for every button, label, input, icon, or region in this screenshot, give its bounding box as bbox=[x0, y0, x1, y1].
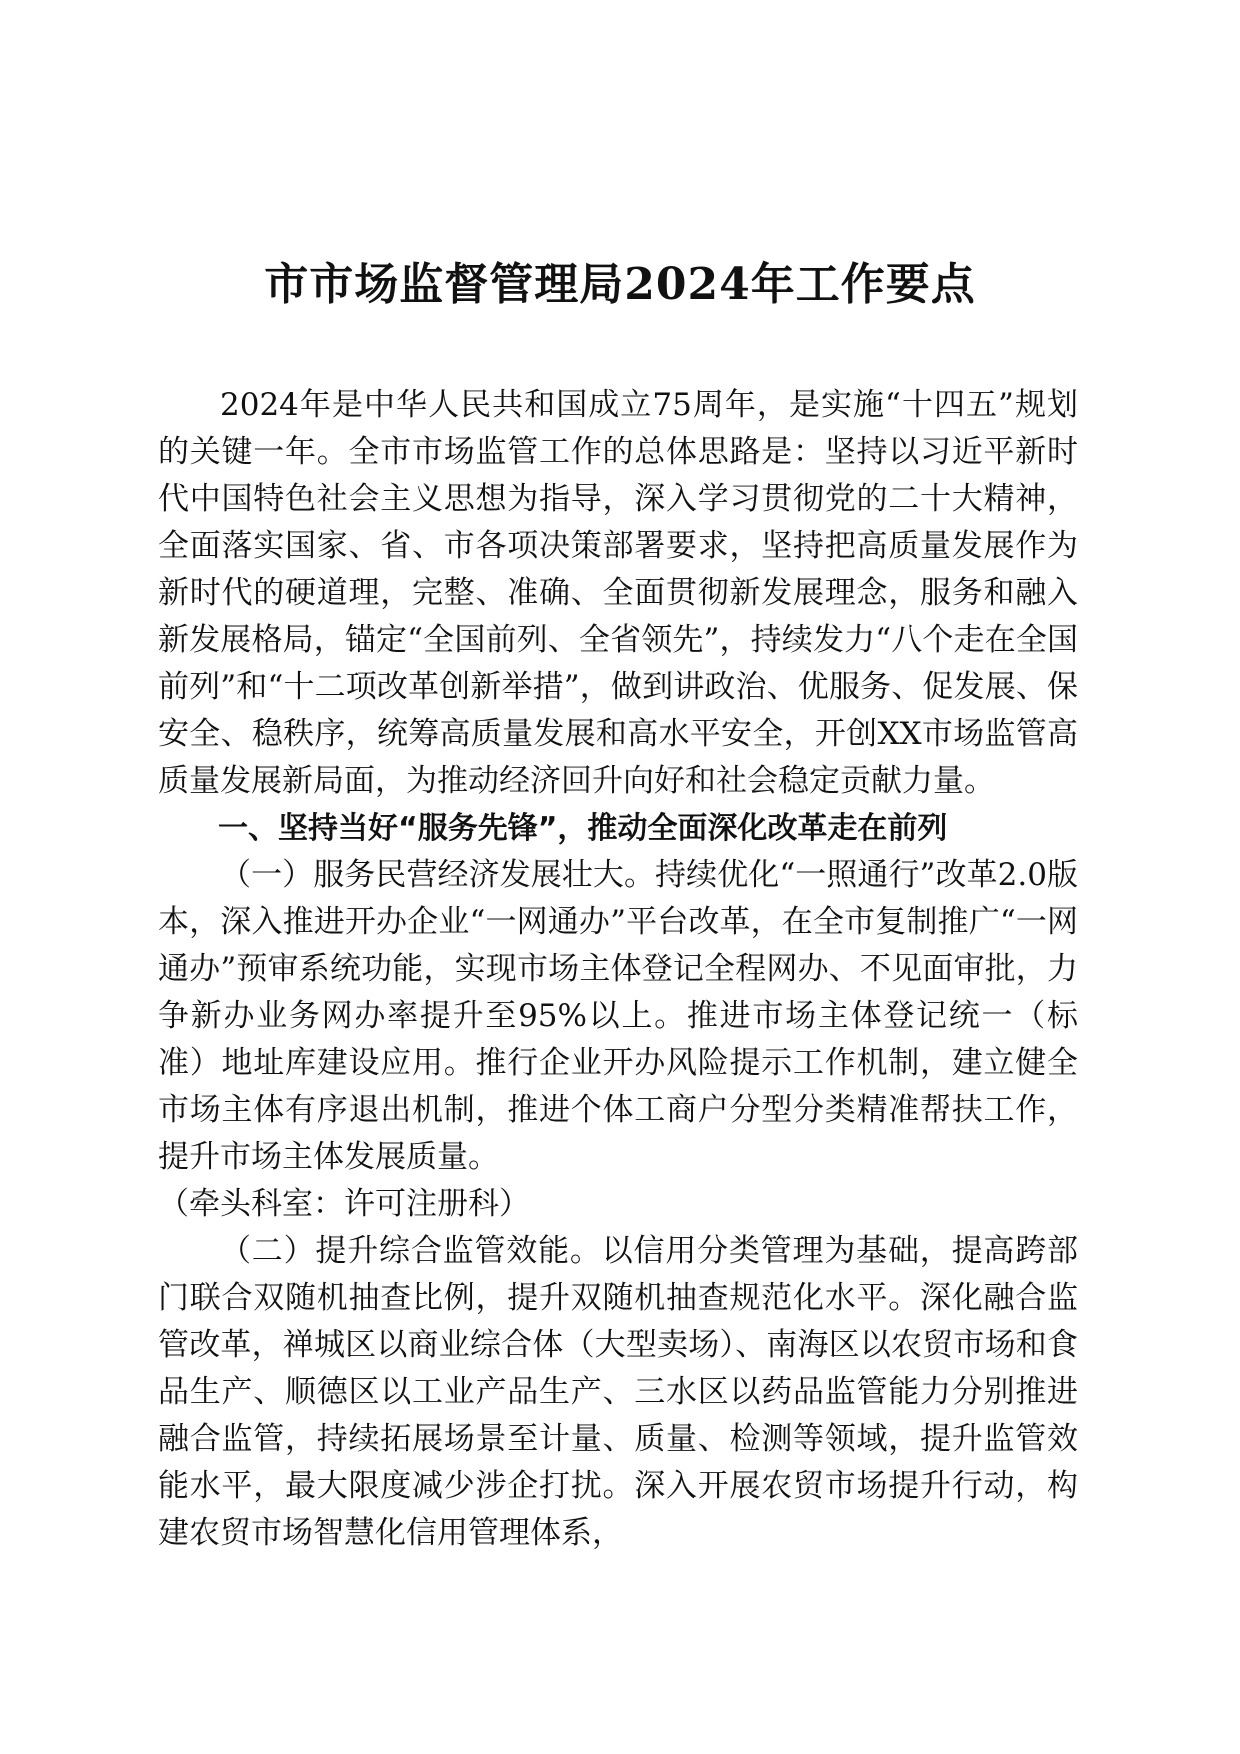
intro-paragraph: 2024年是中华人民共和国成立75周年，是实施“十四五”规划的关键一年。全市市场监管工作的总体思路是：坚持以习近平新时代中国特色社会主义思想为指导，深入学习贯彻党的二十大精神，全面落实国家、省、市各项决策部署要求，坚持把高质量发展作为新时代的硬道理，完整、准确、全面贯彻新发展理念，服务和融入新发展格局，锚定“全国前列、全省领先”，持续发力“八个走在全国前列”和“十二项改革创新举措”，做到讲政治、优服务、促发展、保安全、稳秩序，统筹高质量发展和高水平安全，开创XX市场监管高质量发展新局面，为推动经济回升向好和社会稳定贡献力量。 bbox=[158, 387, 1078, 799]
section-item-1 bbox=[158, 852, 1078, 1181]
section-heading-1: 一、坚持当好“服务先锋”，推动全面深化改革走在前列 bbox=[218, 811, 948, 846]
item-text: 持续优化“一照通行”改革2.0版本，深入推进开办企业“一网通办”平台改革，在全市复制推广“一网通办”预审系统功能，实现市场主体登记全程网办、不见面审批，力争新办业务网办率提升至95%以上。推进市场主体登记统一（标准）地址库建设应用。推行企业开办风险提示工作机制，建立健全市场主体有序退出机制，推进个体工商户分型分类精准帮扶工作，提升市场主体发展质量。 bbox=[158, 857, 1079, 1175]
item-text: 以信用分类管理为基础，提高跨部门联合双随机抽查比例，提升双随机抽查规范化水平。深化融合监管改革，禅城区以商业综合体（大型卖场）、南海区以农贸市场和食品生产、顺德区以工业产品生产、三水区以药品监管能力分别推进融合监管，持续拓展场景至计量、质量、检测等领域，提升监管效能水平，最大限度减少涉企打扰。深入开展农贸市场提升行动，构建农贸市场智慧化信用管理体系， bbox=[158, 1233, 1079, 1551]
section-item-2 bbox=[158, 1228, 1078, 1557]
item-lead: （一）服务民营经济发展壮大。 bbox=[220, 857, 656, 893]
document-title: 市市场监督管理局2024年工作要点 bbox=[264, 259, 976, 310]
lead-department-note: （牵头科室：许可注册科） bbox=[158, 1186, 530, 1222]
item-lead: （二）提升综合监管效能。 bbox=[220, 1233, 602, 1269]
document-body bbox=[158, 382, 1078, 1557]
